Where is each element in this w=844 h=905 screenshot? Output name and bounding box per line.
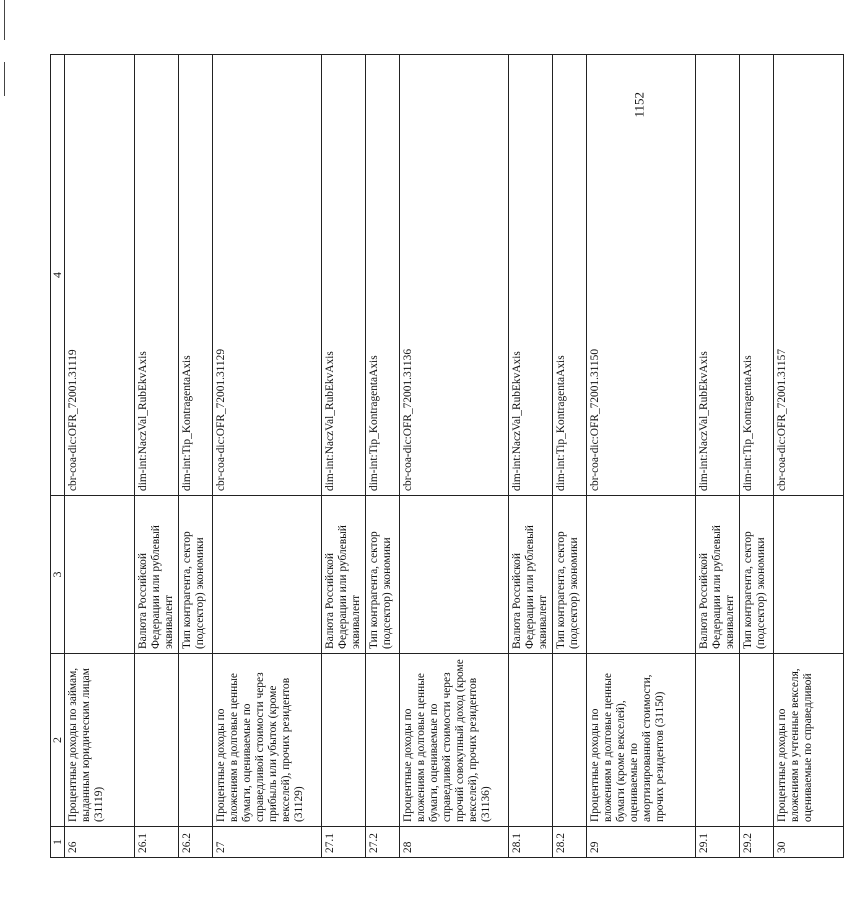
row-name <box>553 654 587 827</box>
row-dimension <box>587 496 696 654</box>
row-name <box>740 654 774 827</box>
row-dimension: Валюта Российской Федерации или рублевый эквивалент <box>696 496 740 654</box>
row-code: cbr-coa-dic:OFR_72001.31129 <box>213 55 322 496</box>
row-code: dim-int:Tip_KontragentaAxis <box>553 55 587 496</box>
row-code: dim-int:Tip_KontragentaAxis <box>179 55 213 496</box>
row-name: Процентные доходы по вложениям в долговые ценные бумаги (кроме векселей), оцениваемые по амортизированной стоимости, прочих резидентов (31150) <box>587 654 696 827</box>
row-code: dim-int:NaczVal_RubEkvAxis <box>322 55 366 496</box>
table-row <box>509 55 553 858</box>
row-code: cbr-coa-dic:OFR_72001.31119 <box>65 55 135 496</box>
row-number: 26.1 <box>135 827 179 858</box>
row-dimension: Валюта Российской Федерации или рублевый эквивалент <box>322 496 366 654</box>
page-number: 1152 <box>632 92 647 118</box>
row-number: 28.1 <box>509 827 553 858</box>
table-row <box>400 55 509 858</box>
row-name <box>179 654 213 827</box>
table-row <box>740 55 774 858</box>
row-name: Процентные доходы по займам, выданным юридическим лицам (31119) <box>65 654 135 827</box>
row-dimension <box>774 496 844 654</box>
row-number: 28 <box>400 827 509 858</box>
row-number: 26.2 <box>179 827 213 858</box>
column-header: 3 <box>51 496 65 654</box>
table-row <box>135 55 179 858</box>
row-number: 29.2 <box>740 827 774 858</box>
row-dimension <box>213 496 322 654</box>
row-code: dim-int:NaczVal_RubEkvAxis <box>696 55 740 496</box>
column-header: 2 <box>51 654 65 827</box>
row-name <box>696 654 740 827</box>
row-dimension <box>65 496 135 654</box>
table-row <box>774 55 844 858</box>
row-number: 28.2 <box>553 827 587 858</box>
table-row <box>696 55 740 858</box>
row-code: dim-int:NaczVal_RubEkvAxis <box>509 55 553 496</box>
row-name: Процентные доходы по вложениям в учтенные векселя, оцениваемые по справедливой <box>774 654 844 827</box>
table-row <box>587 55 696 858</box>
table-row <box>65 55 135 858</box>
row-dimension: Тип контрагента, сектор (подсектор) экономики <box>179 496 213 654</box>
row-number: 30 <box>774 827 844 858</box>
table-row <box>553 55 587 858</box>
row-dimension: Тип контрагента, сектор (подсектор) экономики <box>740 496 774 654</box>
row-code: dim-int:Tip_KontragentaAxis <box>740 55 774 496</box>
table-row <box>366 55 400 858</box>
row-dimension: Тип контрагента, сектор (подсектор) экономики <box>553 496 587 654</box>
data-table <box>50 54 844 858</box>
row-code: cbr-coa-dic:OFR_72001.31157 <box>774 55 844 496</box>
row-name: Процентные доходы по вложениям в долговые ценные бумаги, оцениваемые по справедливой стоимости через прочий совокупный доход (кроме векселей), прочих резидентов (31136) <box>400 654 509 827</box>
table-row <box>179 55 213 858</box>
row-dimension <box>400 496 509 654</box>
row-code: cbr-coa-dic:OFR_72001.31150 <box>587 55 696 496</box>
column-header: 4 <box>51 55 65 496</box>
row-code: dim-int:Tip_KontragentaAxis <box>366 55 400 496</box>
row-number: 29.1 <box>696 827 740 858</box>
row-name <box>366 654 400 827</box>
row-number: 27 <box>213 827 322 858</box>
row-number: 29 <box>587 827 696 858</box>
scan-edge-mark-bottom <box>4 62 5 96</box>
column-header: 1 <box>51 827 65 858</box>
row-name <box>509 654 553 827</box>
scan-edge-mark-top <box>4 0 5 40</box>
table-row <box>322 55 366 858</box>
row-name: Процентные доходы по вложениям в долговые ценные бумаги, оцениваемые по справедливой стоимости через прибыль или убыток (кроме векселей), прочих резидентов (31129) <box>213 654 322 827</box>
row-name <box>135 654 179 827</box>
row-code: dim-int:NaczVal_RubEkvAxis <box>135 55 179 496</box>
row-dimension: Валюта Российской Федерации или рублевый эквивалент <box>135 496 179 654</box>
row-number: 26 <box>65 827 135 858</box>
row-name <box>322 654 366 827</box>
table-header-row <box>51 55 65 858</box>
row-number: 27.1 <box>322 827 366 858</box>
row-dimension: Валюта Российской Федерации или рублевый эквивалент <box>509 496 553 654</box>
table-row <box>213 55 322 858</box>
row-dimension: Тип контрагента, сектор (подсектор) экономики <box>366 496 400 654</box>
row-code: cbr-coa-dic:OFR_72001.31136 <box>400 55 509 496</box>
row-number: 27.2 <box>366 827 400 858</box>
